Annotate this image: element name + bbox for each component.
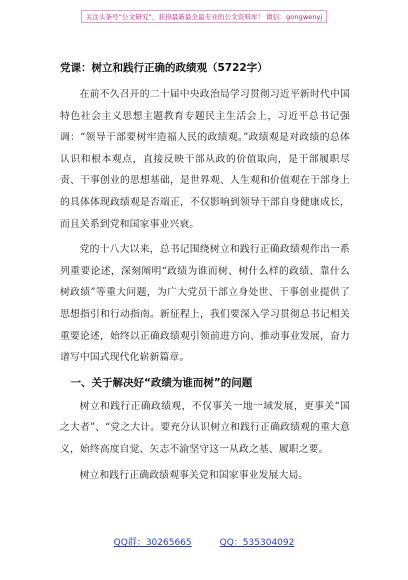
top-banner [0,8,408,24]
document-body [60,84,350,490]
qq-group-link[interactable]: QQ群：30265665 [113,538,192,548]
paragraph: 树立和践行正确政绩观，不仅事关一地一域发展，更事关“国之大者”、“党之大计。要充分认识树立和践行正确政绩观的重大意义，始终高度自觉、矢志不渝坚守这一从政之基、履职之要。 [60,400,350,455]
banner-text: 关注头条号“公文研究”，获得最新最全最专业的公文资料库！ 微信：gongwenyj [81,10,328,23]
paragraph: 在前不久召开的二十届中央政治局学习贯彻习近平新时代中国特色社会主义思想主题教育专题民主生活会上，习近平总书记强调：“领导干部要树牢造福人民的政绩观。”政绩观是对政绩的总体认识和根本观点，直接反映干部从政的价值取向，是干部履职尽责、干事创业的思想基础，是世界观、人生观和价值观在干部身上的具体体现政绩观是否端正，不仅影响到领导干部自身健康成长，而且关系到党和国家事业兴衰。 [60,89,350,230]
footer [0,535,408,548]
paragraph: 树立和践行正确政绩观事关党和国家事业发展大局。 [79,469,309,481]
document-title: 党课：树立和践行正确的政绩观（5722字） [60,62,268,74]
qq-link[interactable]: QQ：535304092 [219,538,295,548]
paragraph: 党的十八大以来，总书记围绕树立和践行正确政绩观作出一系列重要论述，深刻阐明“政绩为谁而树、树什么样的政绩、靠什么树政绩”等重大问题，为广大党员干部立身处世、干事创业提供了思想指引和行动指南。新征程上，我们要深入学习贯彻总书记相关重要论述，始终以正确政绩观引领前进方向、推动事业发展，奋力谱写中国式现代化崭新篇章。 [60,244,350,364]
section-heading: 一、关于解决好“政绩为谁而树”的问题 [70,376,253,389]
